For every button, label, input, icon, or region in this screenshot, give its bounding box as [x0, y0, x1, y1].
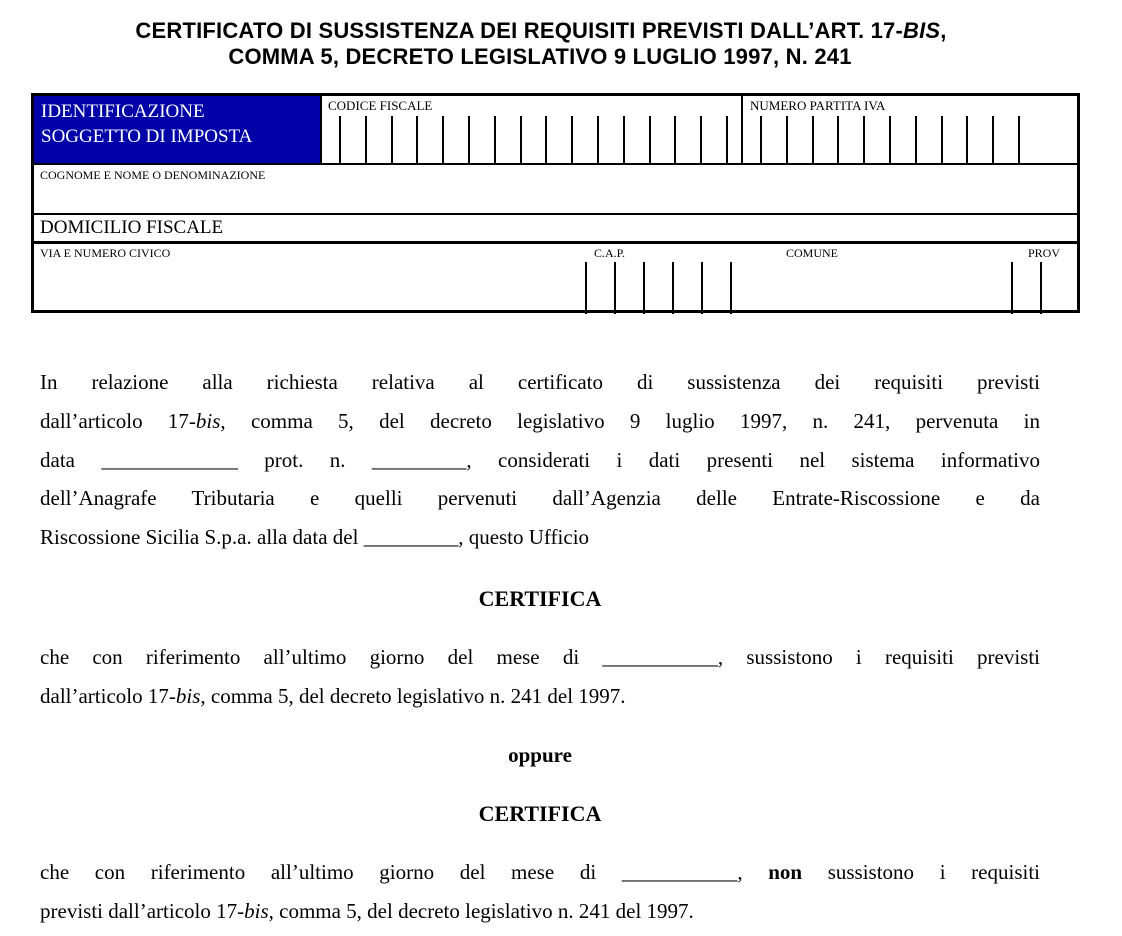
non-bold: non — [768, 860, 803, 884]
paragraph-1-line-2 — [40, 409, 1040, 434]
codice-fiscale-tick — [649, 116, 651, 163]
prov-tick — [1011, 262, 1013, 314]
paragraph-1-line-5 — [40, 525, 1040, 550]
cognome-field[interactable] — [34, 184, 1077, 212]
cap-label: C.A.P. — [594, 246, 626, 260]
codice-fiscale-tick — [391, 116, 393, 163]
mese-blank-1[interactable]: ___________ — [602, 645, 718, 669]
cap-tick — [585, 262, 587, 314]
title-bis: BIS — [903, 18, 941, 43]
form-row-identification — [34, 96, 1077, 165]
domicilio-fiscale-label: DOMICILIO FISCALE — [40, 217, 224, 238]
p1-l2-text-b: , comma 5, del decreto legislativo 9 luglio 1997, n. 241, pervenuta in — [220, 409, 1040, 433]
comune-field[interactable] — [734, 262, 1009, 310]
p1-l3-text-c: , considerati i dati presenti nel sistema informativo — [466, 448, 1041, 472]
codice-fiscale-tick — [416, 116, 418, 163]
partita-iva-tick — [915, 116, 917, 163]
partita-iva-tick — [889, 116, 891, 163]
p3-l1-text-b: sussistono i requisiti — [827, 860, 1040, 884]
paragraph-1-line-4: dell’Anagrafe Tributaria e quelli pervenuti dall’Agenzia delle Entrate-Riscossione e da — [40, 486, 1040, 510]
identificazione-header — [34, 96, 322, 163]
partita-iva-label: NUMERO PARTITA IVA — [750, 98, 886, 113]
partita-iva-tick — [992, 116, 994, 163]
p3-bis: bis — [244, 899, 269, 923]
title-text: CERTIFICATO DI SUSSISTENZA DEI REQUISITI PREVISTI DALL’ART. 17- — [135, 18, 903, 43]
document-title-line-2: COMMA 5, DECRETO LEGISLATIVO 9 LUGLIO 1997, N. 241 — [228, 44, 852, 69]
paragraph-1-line-3 — [40, 448, 1040, 473]
p3-l2-text-b: , comma 5, del decreto legislativo n. 241 del 1997. — [268, 899, 694, 923]
codice-fiscale-tick — [674, 116, 676, 163]
alla-data-blank[interactable]: _________ — [363, 525, 459, 549]
mese-blank-2[interactable]: ___________ — [621, 860, 738, 884]
partita-iva-tick — [812, 116, 814, 163]
paragraph-3-line-2 — [40, 899, 1040, 924]
p3-comma: , — [737, 860, 743, 884]
via-field[interactable] — [34, 262, 584, 310]
partita-iva-tick — [941, 116, 943, 163]
codice-fiscale-tick — [442, 116, 444, 163]
codice-fiscale-tick — [468, 116, 470, 163]
p2-bis: bis — [175, 684, 201, 708]
codice-fiscale-label: CODICE FISCALE — [328, 98, 433, 113]
certifica-heading-1: CERTIFICA — [478, 586, 602, 611]
codice-fiscale-tick — [365, 116, 367, 163]
identificazione-line-2: SOGGETTO DI IMPOSTA — [41, 126, 253, 147]
paragraph-1-line-1: In relazione alla richiesta relativa al certificato di sussistenza dei requisiti previsti — [40, 370, 1040, 394]
partita-iva-tick — [966, 116, 968, 163]
codice-fiscale-tick — [494, 116, 496, 163]
p1-l3-data: data — [40, 448, 75, 472]
p1-l5-text-b: , questo Ufficio — [458, 525, 590, 549]
codice-fiscale-tick — [339, 116, 341, 163]
p1-bis: bis — [195, 409, 221, 433]
certifica-heading-2: CERTIFICA — [478, 801, 602, 826]
divider-domicilio — [34, 241, 1077, 244]
codice-fiscale-tick — [571, 116, 573, 163]
prov-tick — [1040, 262, 1042, 314]
p2-l2-text-a: dall’articolo 17- — [40, 684, 176, 708]
prov-label: PROV — [1028, 246, 1061, 260]
cap-tick — [643, 262, 645, 314]
partita-iva-tick — [786, 116, 788, 163]
paragraph-2-line-1 — [40, 645, 1040, 670]
data-blank[interactable]: _____________ — [101, 448, 238, 472]
document-title-line-1 — [0, 18, 1082, 44]
codice-fiscale-tick — [726, 116, 728, 163]
codice-fiscale-tick — [597, 116, 599, 163]
partita-iva-tick — [1018, 116, 1020, 163]
partita-iva-tick — [837, 116, 839, 163]
divider-cognome — [34, 213, 1077, 215]
p1-l3-prot: prot. n. — [264, 448, 346, 472]
cognome-label: COGNOME E NOME O DENOMINAZIONE — [40, 168, 266, 182]
paragraph-3-line-1 — [40, 860, 1040, 885]
prot-blank[interactable]: _________ — [371, 448, 467, 472]
cap-tick — [672, 262, 674, 314]
cap-tick — [730, 262, 732, 314]
codice-fiscale-tick — [700, 116, 702, 163]
title-comma: , — [940, 18, 947, 43]
p3-l1-text-a: che con riferimento all’ultimo giorno del mese di — [40, 860, 597, 884]
codice-fiscale-tick — [623, 116, 625, 163]
p2-l1-text-b: , sussistono i requisiti previsti — [717, 645, 1041, 669]
cap-tick — [701, 262, 703, 314]
oppure-label: oppure — [508, 743, 572, 767]
codice-fiscale-tick — [520, 116, 522, 163]
partita-iva-tick — [863, 116, 865, 163]
p2-l2-text-b: , comma 5, del decreto legislativo n. 241 del 1997. — [200, 684, 626, 708]
partita-iva-tick — [760, 116, 762, 163]
p1-l5-text-a: Riscossione Sicilia S.p.a. alla data del — [40, 525, 359, 549]
comune-label: COMUNE — [786, 246, 839, 260]
p1-l2-text-a: dall’articolo 17- — [40, 409, 196, 433]
identification-form — [31, 93, 1080, 313]
codice-partita-divider — [741, 96, 743, 163]
codice-fiscale-tick — [545, 116, 547, 163]
via-label: VIA E NUMERO CIVICO — [40, 246, 171, 260]
paragraph-2-line-2 — [40, 684, 1040, 709]
p2-l1-text-a: che con riferimento all’ultimo giorno del mese di — [40, 645, 580, 669]
identificazione-line-1: IDENTIFICAZIONE — [41, 101, 205, 122]
p3-l2-text-a: previsti dall’articolo 17- — [40, 899, 245, 923]
cap-tick — [614, 262, 616, 314]
